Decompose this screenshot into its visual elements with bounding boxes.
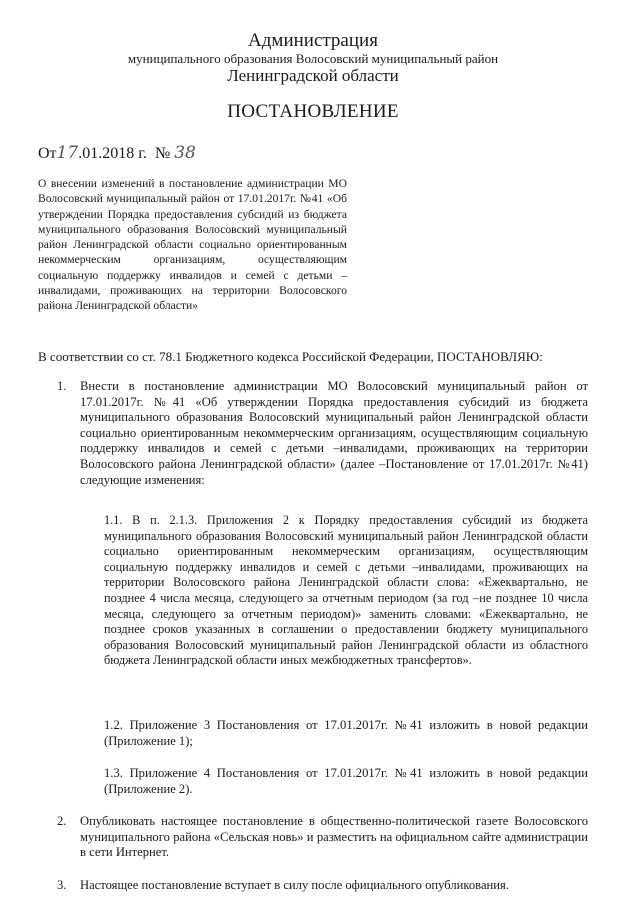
header-region: Ленинградской области — [227, 66, 399, 85]
item-text-2: Опубликовать настоящее постановление в общественно-политической газете Волосовского муниципального района «Сельская новь» и разместить на официальном сайте администрации в сети Интернет. — [80, 814, 588, 860]
item-number-2: 2. — [57, 814, 67, 828]
handwritten-number: 38 — [174, 143, 196, 163]
item-text-1: Внести в постановление администрации МО Волосовский муниципальный район от 17.01.2017г. №41 «Об утверждении Порядка предоставления субсидий из бюджета муниципального образования Волосовский муниципальный район Ленинградской области социально ориентированным некоммерческим организациям, осуществляющим социальную поддержку инвалидов и семей с детьми –инвалидами, проживающих на территории Волосовского района Ленинградской области» (далее –Постановление от 17.01.2017г. №41) следующие изменения: — [80, 379, 588, 487]
date-prefix: От — [38, 145, 57, 162]
date-rest: .01.2018 г. — [78, 145, 147, 162]
handwritten-day: 17 — [56, 143, 79, 163]
document-type-title: ПОСТАНОВЛЕНИЕ — [227, 101, 399, 122]
subitem-1-1: 1.1. В п. 2.1.3. Приложения 2 к Порядку предоставления субсидий из бюджета муниципального образования Волосовский муниципальный район Ленинградской области социально ориентированным некоммерческим организациям, осуществляющим социальную поддержку инвалидов и семей с детьми –инвалидами, проживающих на территории Волосовского района Ленинградской области слова: «Ежеквартально, не позднее 4 числа месяца, следующего за отчетным периодом (за год –не позднее 10 числа месяца, следующего за отчетным периодом)» заменить словами: «Ежеквартально, не позднее сроков указанных в соглашении о предоставлении бюджету муниципального образования Волосовский муниципальный район Ленинградской области из областного бюджета Ленинградской области иных межбюджетных трансфертов». — [104, 513, 588, 668]
date-and-number-line — [38, 143, 196, 164]
preamble: В соответствии со ст. 78.1 Бюджетного кодекса Российской Федерации, ПОСТАНОВЛЯЮ: — [38, 349, 543, 364]
subject-block: О внесении изменений в постановление администрации МО Волосовский муниципальный район от 17.01.2017г. №41 «Об утверждении Порядка предоставления субсидий из бюджета муниципального образования Волосовский муниципальный район Ленинградской области социально ориентированным некоммерческим организациям, осуществляющим социальную поддержку инвалидов и семей с детьми – инвалидами, проживающих на территории Волосовского района Ленинградской области» — [38, 177, 347, 313]
item-number-1: 1. — [57, 379, 67, 393]
item-text-3: Настоящее постановление вступает в силу после официального опубликования. — [80, 878, 509, 892]
subitem-1-3: 1.3. Приложение 4 Постановления от 17.01.2017г. №41 изложить в новой редакции (Приложение 2). — [104, 766, 588, 796]
item-number-3: 3. — [57, 878, 67, 892]
number-label: № — [154, 145, 171, 162]
header-municipality: муниципального образования Волосовский муниципальный район — [127, 51, 499, 66]
subitem-1-2: 1.2. Приложение 3 Постановления от 17.01.2017г. №41 изложить в новой редакции (Приложение 1); — [104, 718, 588, 748]
header-org: Администрация — [248, 30, 378, 51]
